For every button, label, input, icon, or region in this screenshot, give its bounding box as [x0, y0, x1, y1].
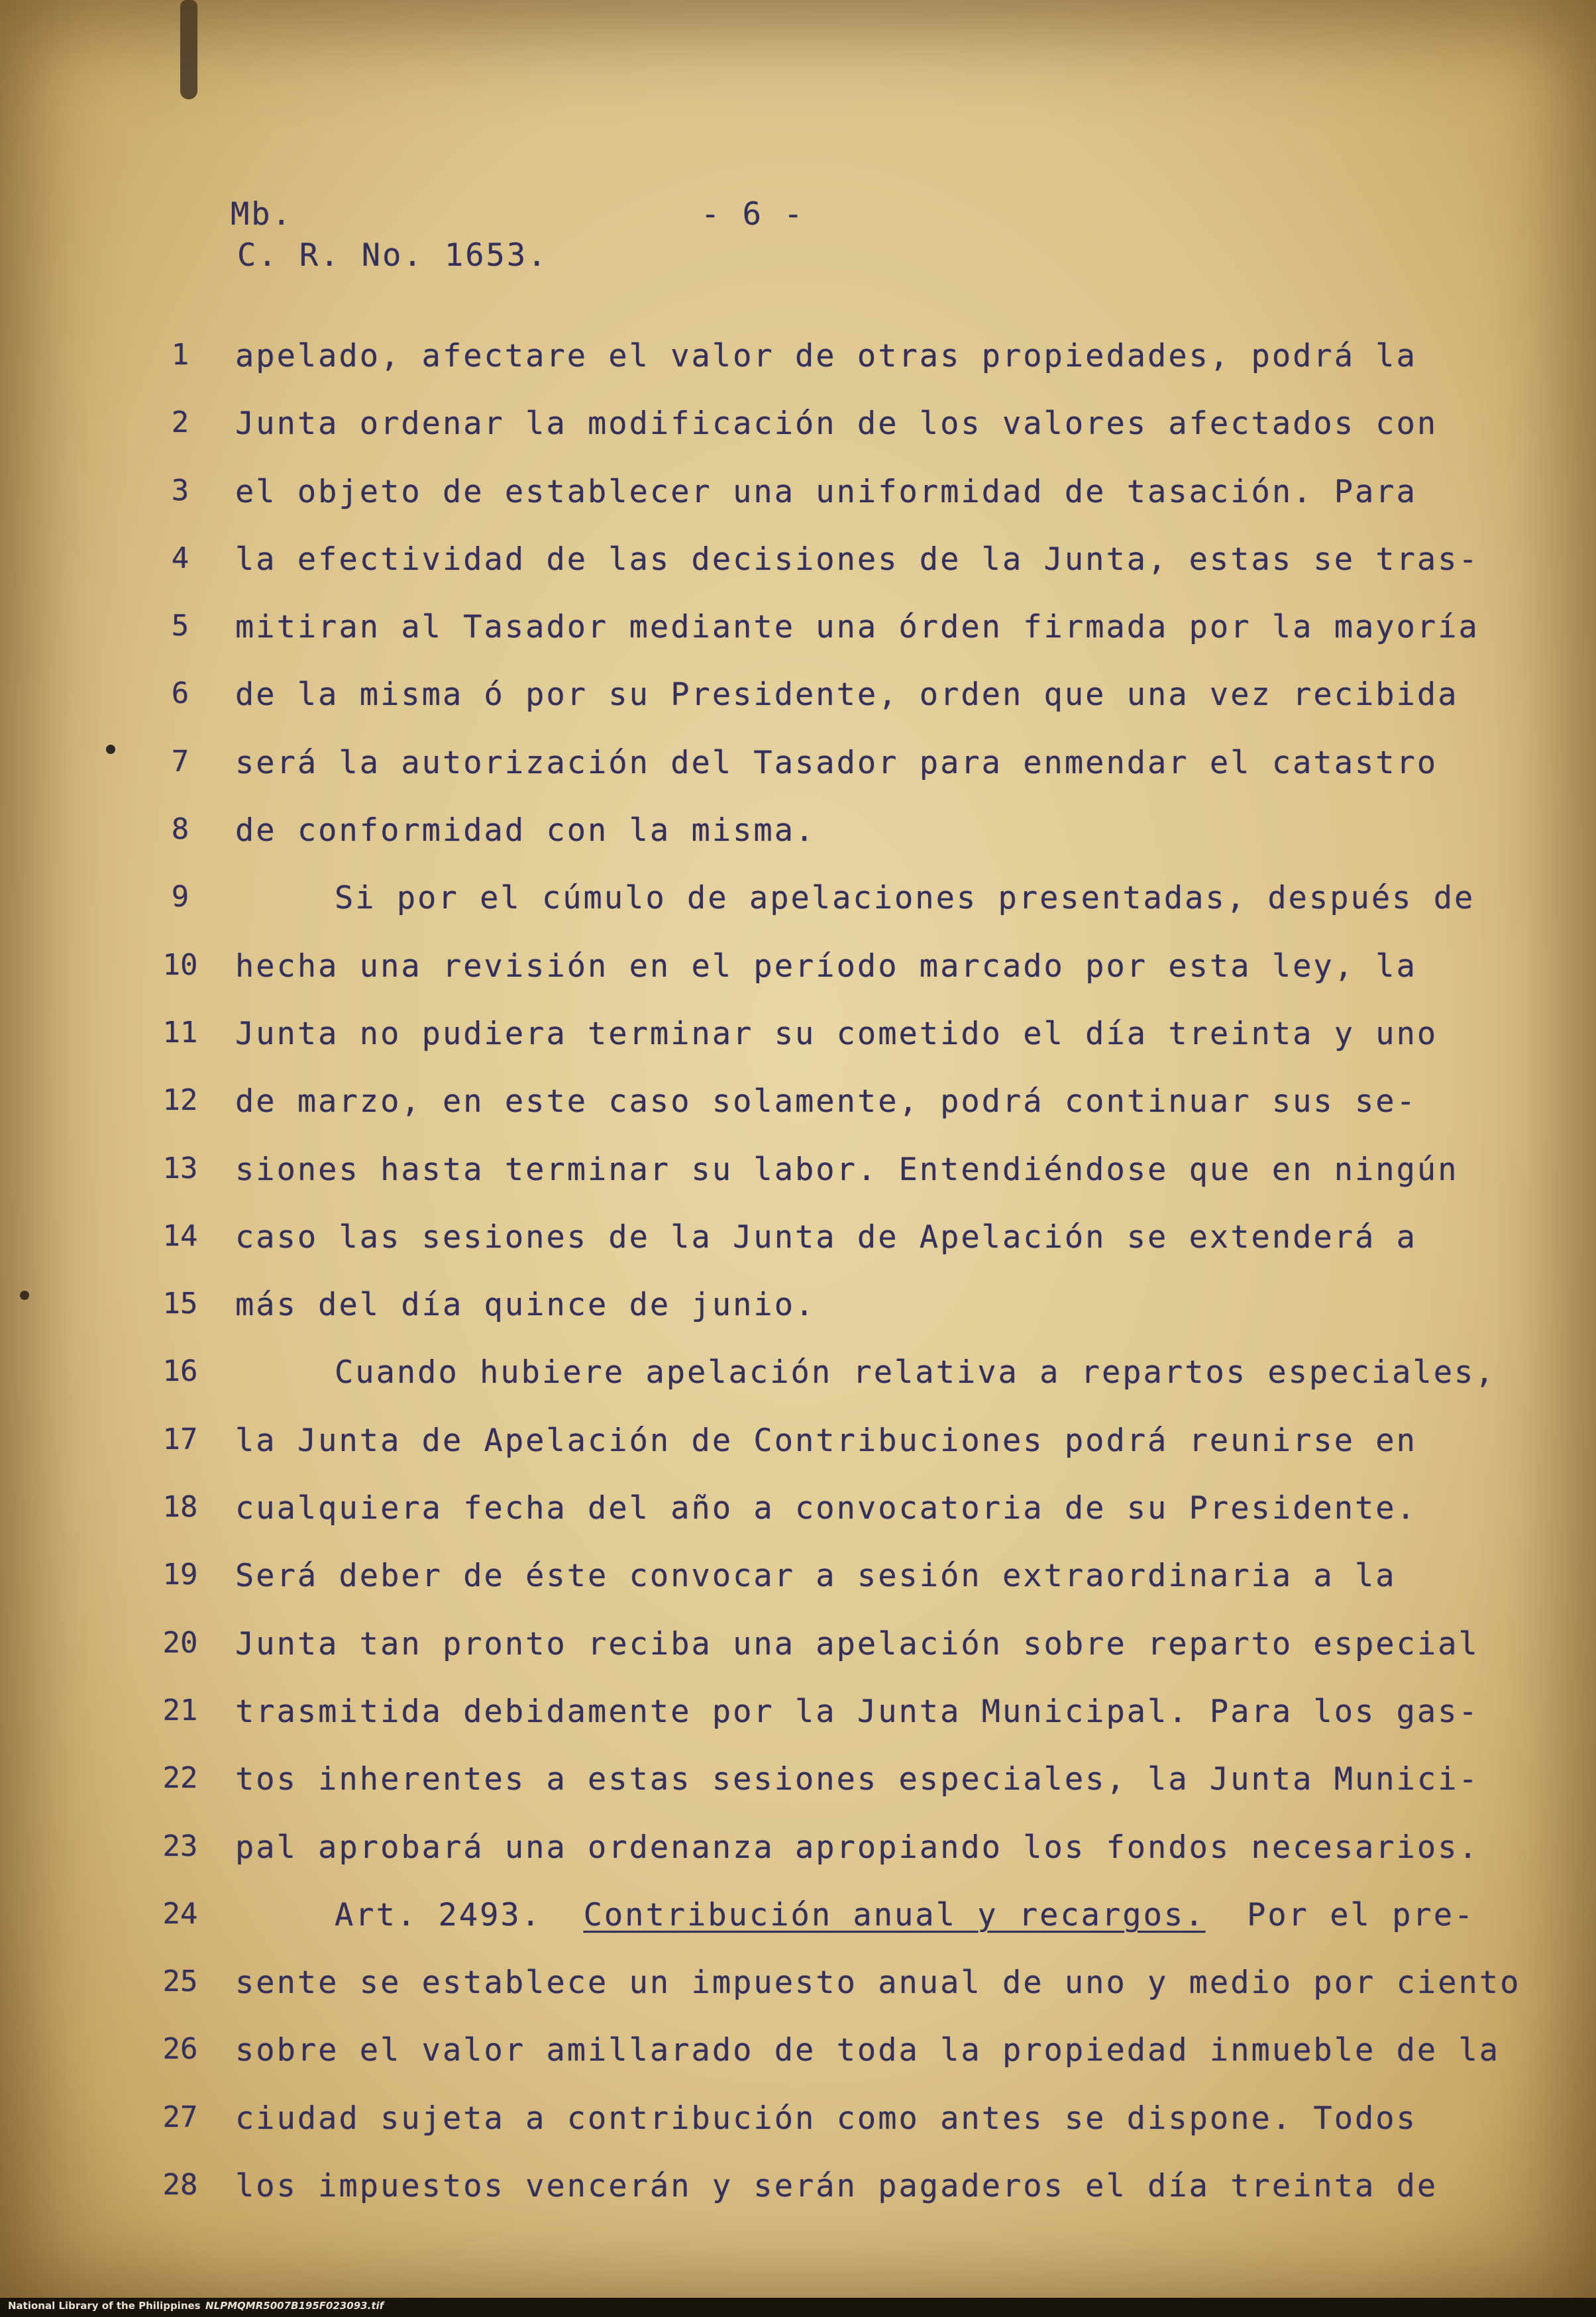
line-number: 28 — [162, 2168, 198, 2202]
text-line — [0, 2032, 1596, 2100]
document-reference: C. R. No. 1653. — [237, 237, 549, 274]
ink-stain — [180, 0, 197, 99]
line-text: Cuando hubiere apelación relativa a repartos especiales, — [335, 1354, 1496, 1391]
line-number: 15 — [162, 1287, 198, 1321]
line-number: 18 — [162, 1490, 198, 1525]
text-line — [0, 1016, 1596, 1083]
text-line — [0, 474, 1596, 541]
line-text: de la misma ó por su Presidente, orden que una vez recibida — [235, 676, 1459, 714]
text-line — [0, 338, 1596, 405]
line-text — [335, 1897, 1475, 1933]
line-text: será la autorización del Tasador para enmendar el catastro — [235, 744, 1438, 781]
article-text: Por el pre- — [1247, 1896, 1475, 1933]
line-number: 2 — [171, 405, 189, 440]
line-text: caso las sesiones de la Junta de Apelación se extenderá a — [235, 1218, 1417, 1256]
text-line — [0, 2100, 1596, 2168]
text-line — [0, 1152, 1596, 1219]
line-number: 21 — [162, 1693, 198, 1727]
line-text: sobre el valor amillarado de toda la propiedad inmueble de la — [235, 2032, 1501, 2069]
page-number: - 6 - — [701, 196, 805, 233]
typist-initials: Mb. — [231, 196, 293, 233]
line-text: Junta ordenar la modificación de los valores afectados con — [235, 405, 1438, 443]
text-line — [0, 609, 1596, 676]
text-line — [0, 1694, 1596, 1761]
line-text: el objeto de establecer una uniformidad de tasación. Para — [235, 473, 1417, 510]
article-heading: Contribución anual y recargos. — [583, 1896, 1206, 1933]
line-text: Junta tan pronto reciba una apelación sobre reparto especial — [235, 1625, 1479, 1662]
line-text: siones hasta terminar su labor. Entendiéndose que en ningún — [235, 1151, 1459, 1188]
line-text: trasmitida debidamente por la Junta Municipal. Para los gas- — [235, 1693, 1479, 1730]
line-text: pal aprobará una ordenanza apropiando los fondos necesarios. — [235, 1829, 1479, 1866]
line-number: 6 — [171, 676, 189, 711]
text-line — [0, 541, 1596, 609]
line-text: Si por el cúmulo de apelaciones presentadas, después de — [335, 880, 1475, 917]
line-number: 23 — [162, 1829, 198, 1863]
line-text: hecha una revisión en el período marcado por esta ley, la — [235, 947, 1417, 985]
line-text: de marzo, en este caso solamente, podrá continuar sus se- — [235, 1083, 1417, 1120]
scan-filename: NLPMQMR5007B195F023093.tif — [205, 2300, 384, 2312]
line-number: 22 — [162, 1761, 198, 1796]
text-line — [0, 948, 1596, 1016]
line-number: 17 — [162, 1422, 198, 1456]
text-line — [0, 1219, 1596, 1287]
library-credit: National Library of the Philippines — [8, 2300, 201, 2312]
text-line — [0, 1761, 1596, 1829]
line-text: apelado, afectare el valor de otras propiedades, podrá la — [235, 338, 1417, 374]
text-line — [0, 1423, 1596, 1490]
line-text: más del día quince de junio. — [235, 1287, 816, 1324]
line-number: 10 — [162, 947, 198, 982]
line-number: 24 — [162, 1896, 198, 1931]
line-text: mitiran al Tasador mediante una órden firmada por la mayoría — [235, 609, 1479, 646]
text-line — [0, 1829, 1596, 1897]
line-number: 8 — [171, 812, 189, 847]
line-number: 1 — [171, 338, 189, 372]
line-text: la efectividad de las decisiones de la Junta, estas se tras- — [235, 541, 1479, 578]
line-number: 14 — [162, 1218, 198, 1253]
line-number: 25 — [162, 1965, 198, 1999]
text-line — [0, 1490, 1596, 1558]
line-text: tos inherentes a estas sesiones especiales, la Junta Munici- — [235, 1761, 1479, 1798]
text-line — [0, 1626, 1596, 1694]
line-text: ciudad sujeta a contribución como antes se dispone. Todos — [235, 2100, 1417, 2137]
text-line — [0, 676, 1596, 744]
text-line — [0, 1354, 1596, 1422]
text-line — [0, 812, 1596, 880]
line-number: 19 — [162, 1558, 198, 1592]
text-line — [0, 880, 1596, 947]
line-number: 7 — [171, 744, 189, 779]
line-number: 9 — [171, 880, 189, 914]
line-text: cualquiera fecha del año a convocatoria de su Presidente. — [235, 1490, 1417, 1527]
text-line — [0, 745, 1596, 812]
line-number: 3 — [171, 473, 189, 508]
line-number: 27 — [162, 2100, 198, 2134]
line-number: 13 — [162, 1151, 198, 1185]
line-number: 11 — [162, 1015, 198, 1050]
text-line — [0, 1287, 1596, 1354]
line-text: los impuestos vencerán y serán pagaderos el día treinta de — [235, 2168, 1438, 2205]
line-text: Junta no pudiera terminar su cometido el día treinta y uno — [235, 1015, 1438, 1052]
text-line — [0, 1897, 1596, 1965]
body-text — [0, 338, 1596, 2236]
text-line — [0, 405, 1596, 473]
text-line — [0, 1965, 1596, 2032]
text-line — [0, 2168, 1596, 2236]
line-number: 26 — [162, 2032, 198, 2067]
line-number: 5 — [171, 609, 189, 643]
line-text: de conformidad con la misma. — [235, 812, 816, 849]
line-number: 12 — [162, 1083, 198, 1118]
text-line — [0, 1558, 1596, 1625]
article-number: Art. 2493. — [335, 1896, 542, 1933]
line-number: 4 — [171, 541, 189, 575]
text-line — [0, 1083, 1596, 1151]
line-number: 16 — [162, 1354, 198, 1389]
line-number: 20 — [162, 1625, 198, 1660]
line-text: la Junta de Apelación de Contribuciones podrá reunirse en — [235, 1422, 1417, 1459]
line-text: Será deber de éste convocar a sesión extraordinaria a la — [235, 1558, 1397, 1595]
line-text: sente se establece un impuesto anual de uno y medio por ciento — [235, 1965, 1521, 2002]
